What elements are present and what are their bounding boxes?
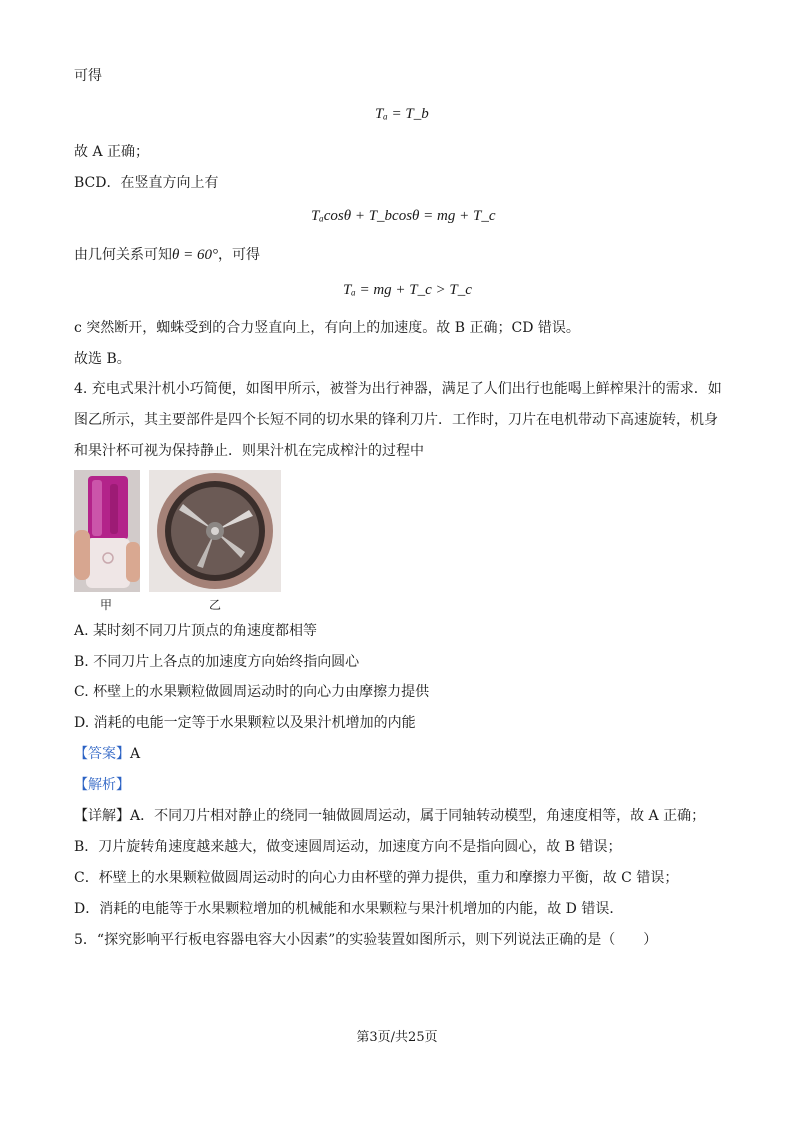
answer-line bbox=[74, 744, 140, 764]
figure-juicer bbox=[74, 470, 140, 596]
analysis-tag: 【解析】 bbox=[74, 777, 130, 793]
option-b: B. 不同刀片上各点的加速度方向始终指向圆心 bbox=[74, 654, 360, 670]
caption-jia: 甲 bbox=[100, 598, 113, 612]
detail-a-text: A．不同刀片相对静止的绕同一轴做圆周运动，属于同轴转动模型，角速度相等，故 A 正确； bbox=[130, 808, 706, 824]
equation-3-text: Tₐ = mg + T_c > T_c bbox=[343, 282, 472, 298]
text-choose-b: 故选 B。 bbox=[74, 351, 131, 367]
text-geometry-pre: 由几何关系可知 bbox=[74, 247, 172, 263]
equation-1-text: Tₐ = T_b bbox=[375, 106, 429, 122]
option-d: D. 消耗的电能一定等于水果颗粒以及果汁机增加的内能 bbox=[74, 715, 416, 731]
caption-yi: 乙 bbox=[209, 598, 222, 612]
figure-blades bbox=[149, 470, 281, 596]
equation-3 bbox=[343, 282, 472, 299]
answer-value: A bbox=[130, 746, 141, 762]
detail-a bbox=[74, 806, 705, 826]
detail-tag: 【详解】 bbox=[74, 808, 130, 824]
equation-2-text: Tₐcosθ + T_bcosθ = mg + T_c bbox=[311, 208, 496, 224]
text-c-break: c 突然断开，蜘蛛受到的合力竖直向上，有向上的加速度。故 B 正确；CD 错误。 bbox=[74, 320, 580, 336]
equation-2 bbox=[311, 208, 496, 225]
detail-b: B．刀片旋转角速度越来越大，做变速圆周运动，加速度方向不是指向圆心，故 B 错误； bbox=[74, 839, 622, 855]
detail-d: D．消耗的电能等于水果颗粒增加的机械能和水果颗粒与果汁机增加的内能，故 D 错误． bbox=[74, 901, 624, 917]
text-geometry-post: ，可得 bbox=[218, 247, 260, 263]
option-c: C. 杯壁上的水果颗粒做圆周运动时的向心力由摩擦力提供 bbox=[74, 684, 430, 700]
option-a: A. 某时刻不同刀片顶点的角速度都相等 bbox=[74, 623, 318, 639]
theta-value: θ = 60° bbox=[172, 247, 218, 263]
text-ke-de: 可得 bbox=[74, 68, 102, 84]
blades-image bbox=[149, 470, 281, 592]
equation-1 bbox=[375, 106, 429, 123]
text-bcd-vertical: BCD．在竖直方向上有 bbox=[74, 175, 219, 191]
question-4-stem: 4. 充电式果汁机小巧简便，如图甲所示，被誉为出行神器，满足了人们出行也能喝上鲜榨果汁的需求．如图乙所示，其主要部件是四个长短不同的切水果的锋利刀片．工作时，刀片在电机带动下高速旋转，机身和果汁杯可视为保持静止．则果汁机在完成榨汁的过程中 bbox=[74, 381, 722, 459]
detail-c: C．杯壁上的水果颗粒做圆周运动时的向心力由杯壁的弹力提供，重力和摩擦力平衡，故 C 错误； bbox=[74, 870, 679, 886]
answer-tag: 【答案】 bbox=[74, 746, 130, 762]
analysis-line bbox=[74, 775, 130, 795]
page-footer: 第3页/共25页 bbox=[356, 1030, 438, 1045]
text-geometry bbox=[74, 245, 260, 265]
question-5-stem: 5．“探究影响平行板电容器电容大小因素”的实验装置如图所示，则下列说法正确的是（ ） bbox=[74, 932, 658, 948]
text-a-correct: 故 A 正确； bbox=[74, 144, 150, 160]
juicer-image bbox=[74, 470, 140, 592]
